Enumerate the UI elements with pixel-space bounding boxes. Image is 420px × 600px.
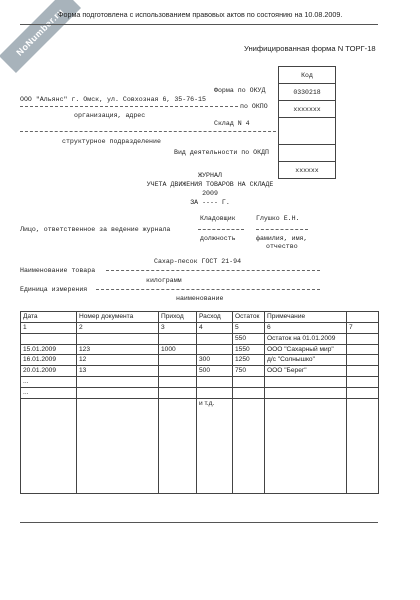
cell-note: д/с "Солнышко" [265, 355, 347, 366]
movement-table [20, 311, 379, 494]
cell-balance: 1250 [233, 355, 265, 366]
cell-expense [197, 344, 233, 355]
table-row [21, 398, 379, 493]
cell-expense: и т.д. [197, 398, 233, 493]
code-box [278, 66, 336, 179]
col-number: 7 [347, 323, 379, 334]
okdp-label: Вид деятельности по ОКДП [174, 149, 269, 156]
department-line [20, 131, 276, 132]
col-number: 2 [77, 323, 159, 334]
col-number: 5 [233, 323, 265, 334]
product-name-label: Наименование товара [20, 267, 96, 274]
okpo-value: xxxxxxx [279, 100, 335, 117]
legal-notice: Форма подготовлена с использованием правовых актов по состоянию на 10.08.2009. [58, 10, 343, 19]
journal-year: 2009 [202, 190, 218, 197]
blank-code-2 [279, 144, 335, 161]
header-income: Приход [159, 312, 197, 323]
cell-expense: 500 [197, 365, 233, 376]
cell-income [159, 398, 197, 493]
cell-balance: 550 [233, 334, 265, 345]
organization-caption: организация, адрес [74, 112, 146, 119]
blank-code-1 [279, 117, 335, 144]
header-expense: Расход [197, 312, 233, 323]
unit-line [96, 289, 320, 290]
cell-date: ... [21, 376, 77, 387]
col-number: 1 [21, 323, 77, 334]
okud-label: Форма по ОКУД [214, 87, 266, 94]
header-balance: Остаток [233, 312, 265, 323]
cell-balance [233, 387, 265, 398]
responsible-label: Лицо, ответственное за ведение журнала [20, 226, 171, 233]
code-title: Код [301, 71, 313, 79]
cell-income [159, 376, 197, 387]
cell-balance: 1550 [233, 344, 265, 355]
header-date: Дата [21, 312, 77, 323]
unit-name: килограмм [146, 277, 182, 284]
table-row [21, 355, 379, 366]
cell-extra [347, 355, 379, 366]
header-doc-number: Номер документа [77, 312, 159, 323]
cell-note [265, 387, 347, 398]
okpo-label: по ОКПО [240, 103, 268, 110]
cell-income [159, 365, 197, 376]
okud-value: 0330218 [279, 83, 335, 100]
cell-expense [197, 334, 233, 345]
form-name: Унифицированная форма N ТОРГ-18 [244, 44, 376, 53]
department-caption: структурное подразделение [62, 138, 161, 145]
cell-income [159, 334, 197, 345]
table-row [21, 365, 379, 376]
cell-balance: 750 [233, 365, 265, 376]
col-number: 4 [197, 323, 233, 334]
cell-expense: 300 [197, 355, 233, 366]
cell-extra [347, 387, 379, 398]
unit-caption: наименование [176, 295, 224, 302]
position-caption: должность [200, 235, 236, 242]
organization-line [20, 106, 238, 107]
journal-subtitle: УЧЕТА ДВИЖЕНИЯ ТОВАРОВ НА СКЛАДЕ [146, 181, 274, 188]
cell-note [265, 376, 347, 387]
position-line [198, 229, 244, 230]
col-number: 6 [265, 323, 347, 334]
table-row [21, 344, 379, 355]
cell-note: ООО "Берег" [265, 365, 347, 376]
cell-note: Остаток на 01.01.2009 [265, 334, 347, 345]
responsible-name: Глушко Е.Н. [256, 215, 300, 222]
table-header-row [21, 312, 379, 323]
cell-extra [347, 398, 379, 493]
cell-doc-number [77, 376, 159, 387]
header-empty [347, 312, 379, 323]
cell-balance [233, 398, 265, 493]
product-name: Сахар-песок ГОСТ 21-94 [154, 258, 242, 265]
cell-date: 16.01.2009 [21, 355, 77, 366]
cell-doc-number: 123 [77, 344, 159, 355]
name-caption-1: фамилия, имя, [256, 235, 308, 242]
cell-income: 1000 [159, 344, 197, 355]
cell-expense [197, 376, 233, 387]
organization-name: ООО "Альянс" г. Омск, ул. Совхозная 6, 35-76-15 [20, 96, 206, 103]
cell-extra [347, 376, 379, 387]
responsible-position: Кладовщик [200, 215, 236, 222]
cell-balance [233, 376, 265, 387]
cell-doc-number [77, 334, 159, 345]
cell-income [159, 387, 197, 398]
product-name-line [106, 270, 320, 271]
name-line [256, 229, 308, 230]
table-row [21, 334, 379, 345]
unit-label: Единица измерения [20, 286, 88, 293]
cell-doc-number [77, 398, 159, 493]
cell-doc-number [77, 387, 159, 398]
cell-date: 15.01.2009 [21, 344, 77, 355]
cell-doc-number: 12 [77, 355, 159, 366]
okdp-value: xxxxxx [279, 161, 335, 178]
cell-note: ООО "Сахарный мир" [265, 344, 347, 355]
cell-date: 20.01.2009 [21, 365, 77, 376]
header-rule [20, 24, 378, 25]
department-name: Склад N 4 [214, 120, 250, 127]
cell-date [21, 398, 77, 493]
name-caption-2: отчество [266, 243, 298, 250]
cell-date: ... [21, 387, 77, 398]
journal-title: ЖУРНАЛ [198, 172, 222, 179]
cell-date [21, 334, 77, 345]
journal-period: ЗА ---- Г. [190, 199, 230, 206]
cell-note [265, 398, 347, 493]
cell-income [159, 355, 197, 366]
table-row [21, 387, 379, 398]
cell-doc-number: 13 [77, 365, 159, 376]
col-number: 3 [159, 323, 197, 334]
cell-extra [347, 365, 379, 376]
watermark: NoNumber.ru [0, 0, 81, 73]
cell-expense [197, 387, 233, 398]
table-number-row [21, 323, 379, 334]
table-row [21, 376, 379, 387]
cell-extra [347, 334, 379, 345]
cell-extra [347, 344, 379, 355]
header-note: Примечание [265, 312, 347, 323]
footer-rule [20, 522, 378, 523]
